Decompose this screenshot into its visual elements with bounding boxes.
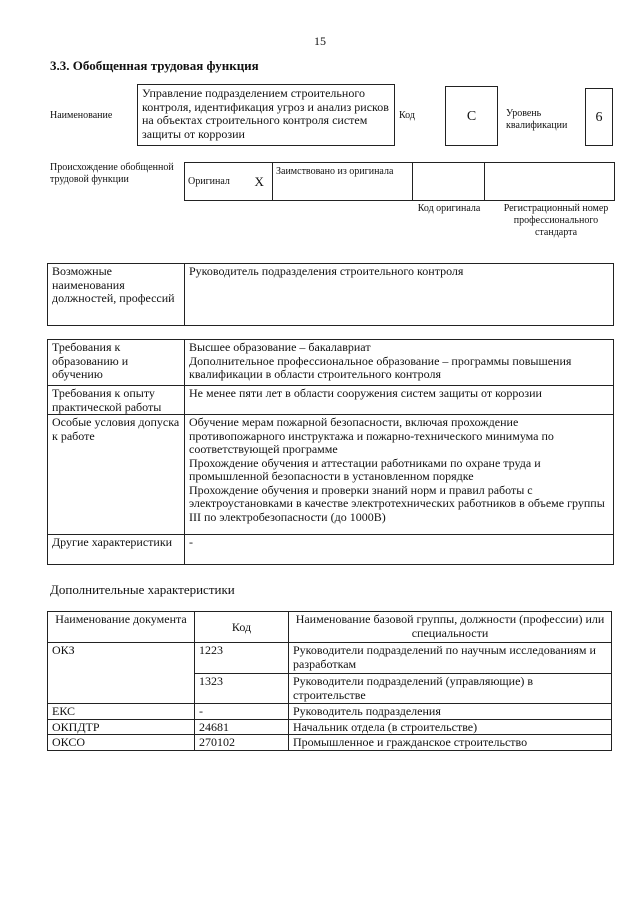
table-cell-doc: ОКСО (48, 735, 195, 751)
table-cell-doc: ОКПДТР (48, 719, 195, 735)
reg-number-label: Регистрационный номер профессионального стандарта (503, 203, 609, 238)
original-mark: Х (247, 163, 273, 201)
origin-label: Происхождение обобщенной трудовой функции (50, 162, 174, 185)
experience-label: Требования к опыту практической работы (48, 386, 185, 415)
other-value: - (185, 535, 614, 565)
reg-number-cell (485, 163, 615, 201)
name-label: Наименование (50, 110, 113, 121)
table-cell-code: 1323 (195, 674, 289, 704)
admission-line: Обучение мерам пожарной безопасности, включая прохождение противопожарного инструктажа и пожарно-технического минимума по соответствующей программе (189, 415, 554, 456)
education-line: Высшее образование – бакалавриат (189, 340, 371, 354)
code-label: Код (399, 110, 415, 121)
admission-value (185, 415, 614, 535)
extra-header-code: Код (195, 612, 289, 643)
positions-table (47, 263, 614, 326)
table-cell-doc: ЕКС (48, 704, 195, 720)
education-value (185, 340, 614, 386)
level-label: Уровень квалификации (506, 108, 568, 131)
education-line: Дополнительное профессиональное образование – программы повышения квалификации в области строительного контроля (189, 353, 572, 381)
admission-line: Прохождение обучения и аттестации работниками по охране труда и промышленной безопасности в установленном порядке (189, 455, 541, 483)
section-title: 3.3. Обобщенная трудовая функция (50, 58, 259, 73)
admission-label: Особые условия допуска к работе (48, 415, 185, 535)
extra-table (47, 611, 612, 751)
original-label: Оригинал (185, 163, 247, 201)
code-original-label: Код оригинала (417, 203, 481, 214)
table-cell-name: Руководитель подразделения (289, 704, 612, 720)
code-original-cell (413, 163, 485, 201)
experience-value: Не менее пяти лет в области сооружения систем защиты от коррозии (185, 386, 614, 415)
education-label: Требования к образованию и обучению (48, 340, 185, 386)
code-value: С (445, 86, 498, 146)
table-cell-name: Руководители подразделений по научным исследованиям и разработкам (289, 643, 612, 674)
extra-header-doc: Наименование документа (48, 612, 195, 643)
page-number: 15 (314, 34, 326, 48)
table-cell-name: Руководители подразделений (управляющие) в строительстве (289, 674, 612, 704)
other-label: Другие характеристики (48, 535, 185, 565)
extra-header-name: Наименование базовой группы, должности (профессии) или специальности (289, 612, 612, 643)
positions-value: Руководитель подразделения строительного контроля (185, 264, 614, 326)
table-cell-name: Начальник отдела (в строительстве) (289, 719, 612, 735)
table-cell-code: - (195, 704, 289, 720)
positions-label: Возможные наименования должностей, профессий (48, 264, 185, 326)
level-value: 6 (585, 88, 613, 146)
borrowed-label: Заимствовано из оригинала (273, 163, 413, 201)
name-value: Управление подразделением строительного контроля, идентификация угроз и анализ рисков на объектах строительного контроля систем защиты от коррозии (142, 86, 389, 141)
origin-table (184, 162, 615, 201)
table-cell-code: 24681 (195, 719, 289, 735)
table-cell-code: 1223 (195, 643, 289, 674)
extra-title: Дополнительные характеристики (50, 582, 235, 597)
requirements-table (47, 339, 614, 565)
admission-line: Прохождение обучения и проверки знаний норм и правил работы с электроустановками в качестве электротехнических работников в объеме группы III по электробезопасности (до 1000В) (189, 482, 605, 524)
table-cell-name: Промышленное и гражданское строительство (289, 735, 612, 751)
table-cell-code: 270102 (195, 735, 289, 751)
name-value-box (137, 84, 395, 146)
table-cell-doc: ОКЗ (48, 643, 195, 704)
